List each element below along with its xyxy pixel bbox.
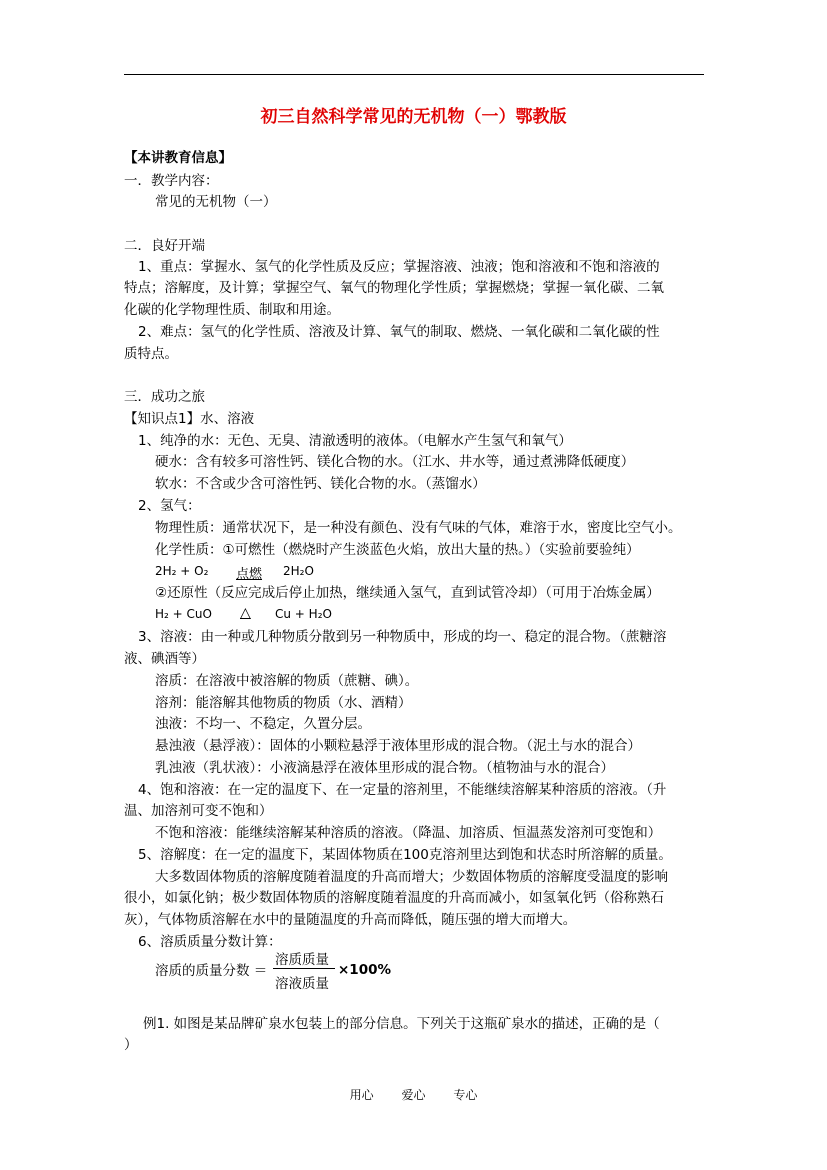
solubility-definition: 5、溶解度：在一定的温度下，某固体物质在100克溶剂里达到饱和状态时所溶解的质量。 xyxy=(138,847,672,863)
equation-combustion-reactants: 2H₂ + O₂ xyxy=(155,564,209,578)
formula-numerator: 溶质质量 xyxy=(275,952,329,968)
section-info-heading: 【本讲教育信息】 xyxy=(124,150,232,166)
key-points-line: 特点；溶解度，及计算；掌握空气、氧气的物理化学性质；掌握燃烧；掌握一氧化碳、二氧 xyxy=(124,280,664,296)
footer-text: 用心 xyxy=(349,1088,374,1102)
fraction-bar xyxy=(273,968,335,969)
equation-combustion-condition: 点燃 xyxy=(236,567,263,582)
mass-fraction-formula xyxy=(273,948,335,990)
suspension-definition: 悬浊液（悬浮液）：固体的小颗粒悬浮于液体里形成的混合物。（泥土与水的混合） xyxy=(155,738,641,754)
solubility-paragraph-line: 很小，如氯化钠；极少数固体物质的溶解度随着温度的升高而减小，如氢氧化钙（俗称熟石 xyxy=(124,890,664,906)
solubility-paragraph-line: 大多数固体物质的溶解度随着温度的升高而增大；少数固体物质的溶解度受温度的影响 xyxy=(155,869,668,885)
header-rule xyxy=(124,74,704,75)
key-points-line: 1、重点：掌握水、氢气的化学性质及反应；掌握溶液、浊液；饱和溶液和不饱和溶液的 xyxy=(138,259,660,275)
page-footer xyxy=(0,1086,827,1103)
equation-combustion-product: 2H₂O xyxy=(283,564,314,578)
key-points-line: 化碳的化学物理性质、制取和用途。 xyxy=(124,302,340,318)
difficult-points-line: 质特点。 xyxy=(124,346,178,362)
equation-reduction-reactants: H₂ + CuO xyxy=(155,607,212,621)
section-1-content: 常见的无机物（一） xyxy=(155,194,277,210)
footer-text: 爱心 xyxy=(401,1088,426,1102)
section-3-heading: 三．成功之旅 xyxy=(124,389,205,405)
soft-water-line: 软水：不含或少含可溶性钙、镁化合物的水。（蒸馏水） xyxy=(155,476,486,492)
equation-reduction-condition: △ xyxy=(240,605,251,621)
solubility-paragraph-line: 灰），气体物质溶解在水中的量随温度的升高而降低，随压强的增大而增大。 xyxy=(124,912,577,928)
footer-text: 专心 xyxy=(453,1088,478,1102)
mass-fraction-heading: 6、溶质质量分数计算： xyxy=(138,934,282,950)
hydrogen-physical: 物理性质：通常状况下，是一种没有颜色、没有气味的气体，难溶于水，密度比空气小。 xyxy=(155,520,682,536)
section-2-heading: 二．良好开端 xyxy=(124,238,205,254)
saturated-solution-line: 4、饱和溶液：在一定的温度下、在一定量的溶剂里，不能继续溶解某种溶质的溶液。（升 xyxy=(138,782,667,798)
solution-definition-line: 液、碘酒等） xyxy=(124,651,205,667)
hard-water-line: 硬水：含有较多可溶性钙、镁化合物的水。（江水、井水等，通过煮沸降低硬度） xyxy=(155,454,635,470)
formula-denominator: 溶液质量 xyxy=(275,976,329,992)
example-1-line: ） xyxy=(124,1037,138,1053)
solvent-definition: 溶剂：能溶解其他物质的物质（水、酒精） xyxy=(155,695,412,711)
solute-definition: 溶质：在溶液中被溶解的物质（蔗糖、碘）。 xyxy=(155,673,419,689)
emulsion-definition: 乳浊液（乳状液）：小液滴悬浮在液体里形成的混合物。（植物油与水的混合） xyxy=(155,760,614,776)
pure-water-line: 1、纯净的水：无色、无臭、清澈透明的液体。（电解水产生氢气和氧气） xyxy=(138,433,572,449)
hydrogen-heading: 2、氢气： xyxy=(138,498,201,514)
hydrogen-chemical: 化学性质：①可燃性（燃烧时产生淡蓝色火焰，放出大量的热。）（实验前要验纯） xyxy=(155,542,640,558)
equation-reduction-products: Cu + H₂O xyxy=(275,607,332,621)
formula-multiplier: ×100% xyxy=(338,962,392,978)
knowledge-point-heading: 【知识点1】水、溶液 xyxy=(124,411,255,427)
difficult-points-line: 2、难点：氢气的化学性质、溶液及计算、氧气的制取、燃烧、一氧化碳和二氧化碳的性 xyxy=(138,324,660,340)
hydrogen-reduction: ②还原性（反应完成后停止加热，继续通入氢气，直到试管冷却）（可用于冶炼金属） xyxy=(155,585,660,601)
section-1-heading: 一．教学内容： xyxy=(124,173,219,189)
solution-definition-line: 3、溶液：由一种或几种物质分散到另一种物质中，形成的均一、稳定的混合物。（蔗糖溶 xyxy=(138,629,667,645)
turbid-liquid-definition: 浊液：不均一、不稳定，久置分层。 xyxy=(155,716,371,732)
formula-label: 溶质的质量分数 ＝ xyxy=(155,963,268,979)
example-1-line: 例1. 如图是某品牌矿泉水包装上的部分信息。下列关于这瓶矿泉水的描述，正确的是（ xyxy=(143,1016,660,1032)
saturated-solution-line: 温、加溶剂可变不饱和） xyxy=(124,803,273,819)
unsaturated-solution-definition: 不饱和溶液：能继续溶解某种溶质的溶液。（降温、加溶质、恒温蒸发溶剂可变饱和） xyxy=(155,825,662,841)
document-title: 初三自然科学常见的无机物（一）鄂教版 xyxy=(260,107,567,127)
